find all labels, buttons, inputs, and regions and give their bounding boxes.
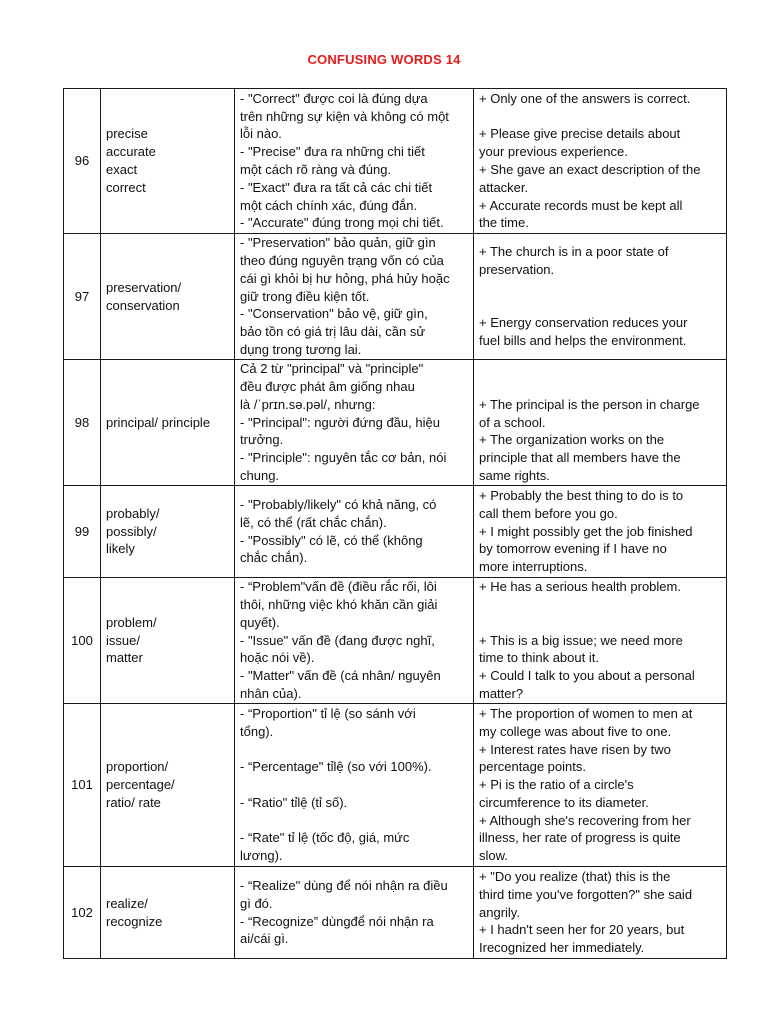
example-line: Irecognized her immediately. [479, 940, 645, 956]
definition-line: hoặc nói về). [240, 650, 315, 666]
definition-cell [235, 486, 474, 578]
word-item: percentage/ [106, 777, 175, 793]
word-group-cell [101, 486, 235, 578]
word-item: conservation [106, 297, 180, 313]
table-row [64, 704, 727, 867]
entry-number: 101 [64, 704, 101, 867]
example-line: + The organization works on the [479, 432, 665, 448]
example-line: time to think about it. [479, 650, 599, 666]
definition-line: - "Matter" vấn đề (cá nhân/ nguyên [240, 668, 441, 684]
definition-line: giữ trong điều kiện tốt. [240, 288, 370, 304]
definition-line: một cách chính xác, đúng đắn. [240, 197, 418, 213]
definition-line: bảo tồn có giá trị lâu dài, cần sử [240, 324, 426, 340]
definition-line: - "Conservation" bảo vệ, giữ gìn, [240, 306, 428, 322]
example-line: + This is a big issue; we need more [479, 632, 683, 648]
table-body [64, 89, 727, 959]
word-group-cell [101, 578, 235, 704]
blank-line [479, 279, 721, 297]
example-line: + Although she's recovering from her [479, 812, 691, 828]
definition-cell [235, 867, 474, 959]
definition-line: dụng trong tương lai. [240, 341, 362, 357]
definition-line: gì đó. [240, 895, 273, 911]
definition-line: cái gì khỏi bị hư hỏng, phá hủy hoặc [240, 270, 450, 286]
word-item: accurate [106, 144, 156, 160]
example-line: + Only one of the answers is correct. [479, 90, 691, 106]
table-row [64, 89, 727, 234]
definition-line: chung. [240, 467, 280, 483]
word-item: exact [106, 162, 138, 177]
example-line: + Interest rates have risen by two [479, 741, 671, 757]
word-group-cell [101, 89, 235, 234]
definition-line: Cả 2 từ "principal" và "principle" [240, 361, 424, 377]
example-line: by tomorrow evening if I have no [479, 541, 667, 557]
example-line: + Please give precise details about [479, 126, 681, 142]
definition-line: - “Rate" tỉ lệ (tốc độ, giá, mức [240, 830, 410, 846]
example-cell [474, 89, 727, 234]
example-line: illness, her rate of progress is quite [479, 830, 681, 846]
example-line: call them before you go. [479, 505, 618, 521]
example-line: + The church is in a poor state of [479, 244, 669, 260]
definition-cell [235, 89, 474, 234]
example-line: + I might possibly get the job finished [479, 523, 693, 539]
table-row [64, 578, 727, 704]
definition-line: chắc chắn). [240, 550, 308, 566]
example-line: principle that all members have the [479, 450, 681, 466]
definition-line: lỗi nào. [240, 126, 282, 142]
blank-line [479, 360, 721, 378]
definition-line: - “Realize" dùng để nói nhận ra điều [240, 877, 448, 893]
definition-line: nhân của). [240, 685, 302, 701]
example-line: preservation. [479, 261, 555, 277]
example-cell [474, 234, 727, 360]
definition-line: - "Accurate" đúng trong mọi chi tiết. [240, 215, 444, 231]
example-line: attacker. [479, 179, 529, 195]
definition-line: đều được phát âm giống nhau [240, 379, 415, 394]
entry-number: 100 [64, 578, 101, 704]
definition-line: - “Recognize” dùngđể nói nhận ra [240, 913, 434, 929]
definition-cell [235, 234, 474, 360]
example-line: third time you've forgotten?" she said [479, 886, 693, 902]
document-title: CONFUSING WORDS 14 [307, 52, 461, 67]
confusing-words-table [63, 88, 727, 959]
entry-number: 96 [64, 89, 101, 234]
definition-line: ai/cái gì. [240, 931, 289, 947]
word-item: likely [106, 541, 135, 557]
example-cell [474, 360, 727, 486]
example-line: + He has a serious health problem. [479, 579, 681, 595]
example-line: slow. [479, 848, 508, 864]
example-line: + Accurate records must be kept all [479, 197, 683, 213]
word-item: matter [106, 650, 143, 666]
word-group-cell [101, 234, 235, 360]
definition-line: là /ˈprɪn.sə.pəl/, nhưng: [240, 396, 376, 412]
definition-line: trưởng. [240, 432, 284, 448]
definition-cell [235, 360, 474, 486]
word-item: preservation/ [106, 279, 182, 295]
definition-line: tổng). [240, 723, 274, 739]
word-item: principal/ principle [106, 414, 211, 430]
blank-line [240, 812, 468, 830]
blank-line [479, 596, 721, 614]
example-line: + Pi is the ratio of a circle's [479, 777, 634, 793]
example-line: the time. [479, 215, 529, 231]
example-line: fuel bills and helps the environment. [479, 333, 687, 349]
table-row [64, 360, 727, 486]
blank-line [240, 741, 468, 759]
word-item: precise [106, 126, 148, 142]
definition-line: theo đúng nguyên trạng vốn có của [240, 253, 444, 268]
example-line: + I hadn't seen her for 20 years, but [479, 922, 685, 938]
example-line: circumference to its diameter. [479, 794, 649, 810]
word-group-cell [101, 360, 235, 486]
example-line: of a school. [479, 414, 546, 430]
word-item: issue/ [106, 632, 140, 648]
definition-cell [235, 578, 474, 704]
example-line: + Could I talk to you about a personal [479, 668, 695, 684]
example-line: + Energy conservation reduces your [479, 315, 688, 331]
example-line: same rights. [479, 467, 550, 483]
entry-number: 99 [64, 486, 101, 578]
example-line: your previous experience. [479, 144, 628, 160]
example-line: more interruptions. [479, 559, 588, 575]
blank-line [479, 614, 721, 632]
definition-line: - “Percentage" tỉlệ (so với 100%). [240, 759, 432, 775]
definition-line: thôi, những việc khó khăn cần giải [240, 597, 438, 612]
example-line: + She gave an exact description of the [479, 162, 701, 177]
word-group-cell [101, 704, 235, 867]
word-item: ratio/ rate [106, 794, 161, 810]
blank-line [479, 108, 721, 126]
definition-cell [235, 704, 474, 867]
definition-line: một cách rõ ràng và đúng. [240, 162, 392, 177]
table-row [64, 486, 727, 578]
example-cell [474, 704, 727, 867]
example-line: matter? [479, 685, 524, 701]
blank-line [479, 297, 721, 315]
word-item: realize/ [106, 895, 148, 911]
definition-line: lẽ, có thể (rất chắc chắn). [240, 514, 387, 530]
blank-line [240, 776, 468, 794]
table-row [64, 867, 727, 959]
definition-line: - "Issue" vấn đề (đang được nghĩ, [240, 632, 435, 648]
example-line: my college was about five to one. [479, 723, 672, 739]
table-row [64, 234, 727, 360]
example-cell [474, 486, 727, 578]
word-item: recognize [106, 913, 163, 929]
example-cell [474, 578, 727, 704]
example-cell [474, 867, 727, 959]
word-item: problem/ [106, 614, 157, 630]
definition-line: quyết). [240, 614, 280, 630]
blank-line [479, 378, 721, 396]
entry-number: 98 [64, 360, 101, 486]
definition-line: - “Problem"vấn đề (điều rắc rối, lôi [240, 579, 437, 595]
definition-line: - "Correct" được coi là đúng dựa [240, 90, 428, 106]
definition-line: - “Ratio" tỉlệ (tỉ số). [240, 794, 348, 810]
word-group-cell [101, 867, 235, 959]
definition-line: - "Probably/likely" có khả năng, có [240, 496, 437, 512]
word-item: probably/ [106, 505, 160, 521]
word-item: correct [106, 179, 146, 195]
example-line: angrily. [479, 904, 520, 920]
word-item: proportion/ [106, 759, 169, 775]
example-line: + Probably the best thing to do is to [479, 488, 684, 503]
entry-number: 102 [64, 867, 101, 959]
definition-line: trên những sự kiện và không có một [240, 108, 449, 124]
definition-line: - “Proportion" tỉ lệ (so sánh với [240, 705, 416, 721]
definition-line: - "Principle": nguyên tắc cơ bản, nói [240, 450, 447, 466]
definition-line: - "Preservation" bảo quản, giữ gìn [240, 235, 436, 251]
word-item: possibly/ [106, 523, 157, 539]
definition-line: - "Principal": người đứng đầu, hiệu [240, 414, 440, 430]
example-line: + "Do you realize (that) this is the [479, 869, 671, 884]
example-line: + The proportion of women to men at [479, 705, 693, 721]
example-line: + The principal is the person in charge [479, 396, 700, 412]
definition-line: - "Exact" đưa ra tất cả các chi tiết [240, 179, 433, 195]
definition-line: - "Possibly" có lẽ, có thể (không [240, 532, 423, 548]
entry-number: 97 [64, 234, 101, 360]
example-line: percentage points. [479, 759, 586, 775]
definition-line: - "Precise" đưa ra những chi tiết [240, 144, 425, 160]
definition-line: lương). [240, 848, 283, 864]
